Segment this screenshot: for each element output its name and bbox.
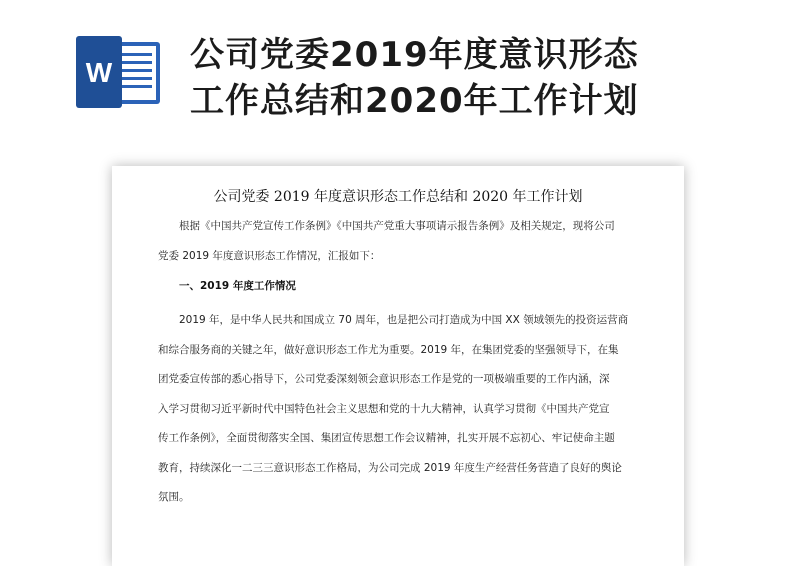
paragraph-line: 教育，持续深化一二三三意识形态工作格局，为公司完成 2019 年度生产经营任务营造了良好的舆论	[158, 461, 622, 474]
banner-title-line-2: 工作总结和2020年工作计划	[190, 81, 639, 121]
section-heading: 一、2019 年度工作情况	[179, 280, 296, 292]
body-paragraph	[158, 306, 642, 513]
document-title: 公司党委 2019 年度意识形态工作总结和 2020 年工作计划	[213, 189, 583, 205]
paragraph-line: 入学习贯彻习近平新时代中国特色社会主义思想和党的十九大精神，认真学习贯彻《中国共产党宣	[158, 402, 610, 415]
paragraph-line: 氛围。	[158, 491, 190, 503]
document-page	[112, 166, 684, 566]
word-icon-letter: W	[85, 57, 113, 88]
paragraph-line: 根据《中国共产党宣传工作条例》《中国共产党重大事项请示报告条例》及相关规定，现将公司	[179, 220, 615, 232]
paragraph-line: 和综合服务商的关键之年，做好意识形态工作尤为重要。2019 年，在集团党委的坚强领导下，在集	[158, 343, 619, 356]
paragraph-line: 传工作条例》，全面贯彻落实全国、集团宣传思想工作会议精神，扎实开展不忘初心、牢记使命主题	[158, 432, 615, 444]
word-document-icon	[76, 36, 164, 108]
banner-title	[190, 32, 750, 124]
paragraph-line: 党委 2019 年度意识形态工作情况，汇报如下：	[158, 249, 381, 262]
header-banner	[0, 0, 800, 150]
intro-paragraph	[158, 212, 642, 271]
paragraph-line: 2019 年，是中华人民共和国成立 70 周年，也是把公司打造成为中国 XX 领域领先的投资运营商	[179, 314, 629, 326]
paragraph-line: 团党委宣传部的悉心指导下，公司党委深刻领会意识形态工作是党的一项极端重要的工作内涵，深	[158, 373, 610, 385]
banner-title-line-1: 公司党委2019年度意识形态	[190, 35, 639, 75]
